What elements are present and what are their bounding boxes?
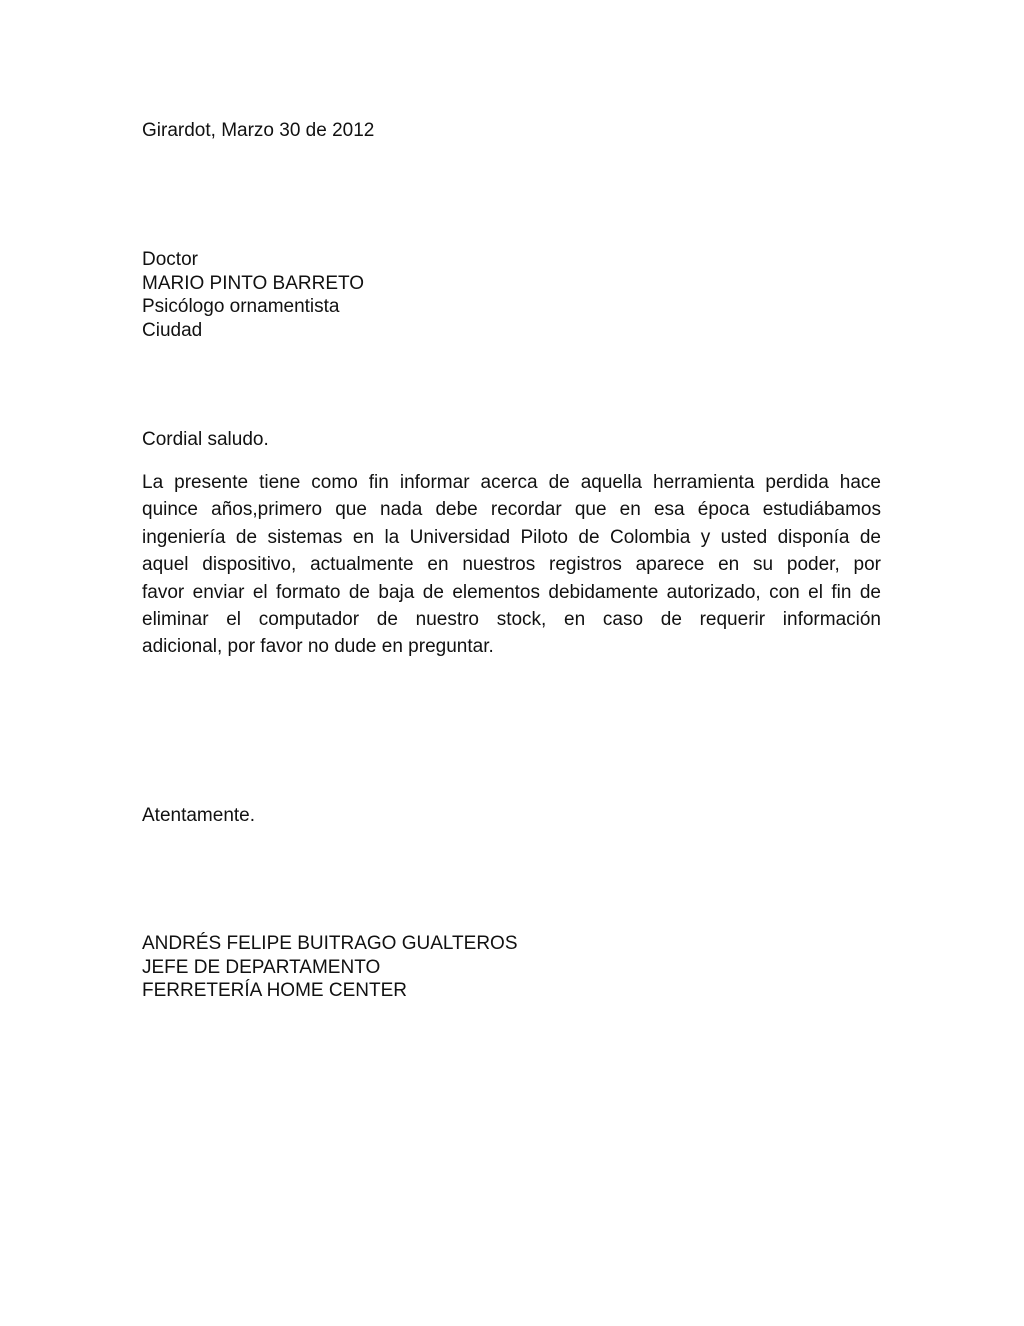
sender-block	[142, 932, 518, 1003]
body-line: eliminar el computador de nuestro stock, en caso de requerir información	[142, 608, 881, 630]
recipient-block	[142, 248, 364, 342]
greeting: Cordial saludo.	[142, 429, 269, 450]
body-line: adicional, por favor no dude en preguntar.	[142, 636, 494, 658]
body-paragraph	[142, 469, 881, 661]
recipient-title: Doctor	[142, 249, 198, 270]
body-line: favor enviar el formato de baja de elementos debidamente autorizado, con el fin de	[142, 581, 881, 603]
date-line: Girardot, Marzo 30 de 2012	[142, 120, 375, 141]
body-line: aquel dispositivo, actualmente en nuestros registros aparece en su poder, por	[142, 554, 881, 576]
body-line: ingeniería de sistemas en la Universidad Piloto de Colombia y usted disponía de	[142, 526, 881, 548]
recipient-city: Ciudad	[142, 319, 203, 341]
sender-name: ANDRÉS FELIPE BUITRAGO GUALTEROS	[142, 933, 518, 954]
body-line: quince años,primero que nada debe recordar que en esa época estudiábamos	[142, 499, 881, 521]
sender-company: FERRETERÍA HOME CENTER	[142, 980, 407, 1001]
recipient-name: MARIO PINTO BARRETO	[142, 272, 365, 294]
recipient-position: Psicólogo ornamentista	[142, 296, 340, 317]
body-line: La presente tiene como fin informar acerca de aquella herramienta perdida hace	[142, 472, 881, 493]
sender-position: JEFE DE DEPARTAMENTO	[142, 956, 381, 978]
closing: Atentamente.	[142, 805, 256, 826]
